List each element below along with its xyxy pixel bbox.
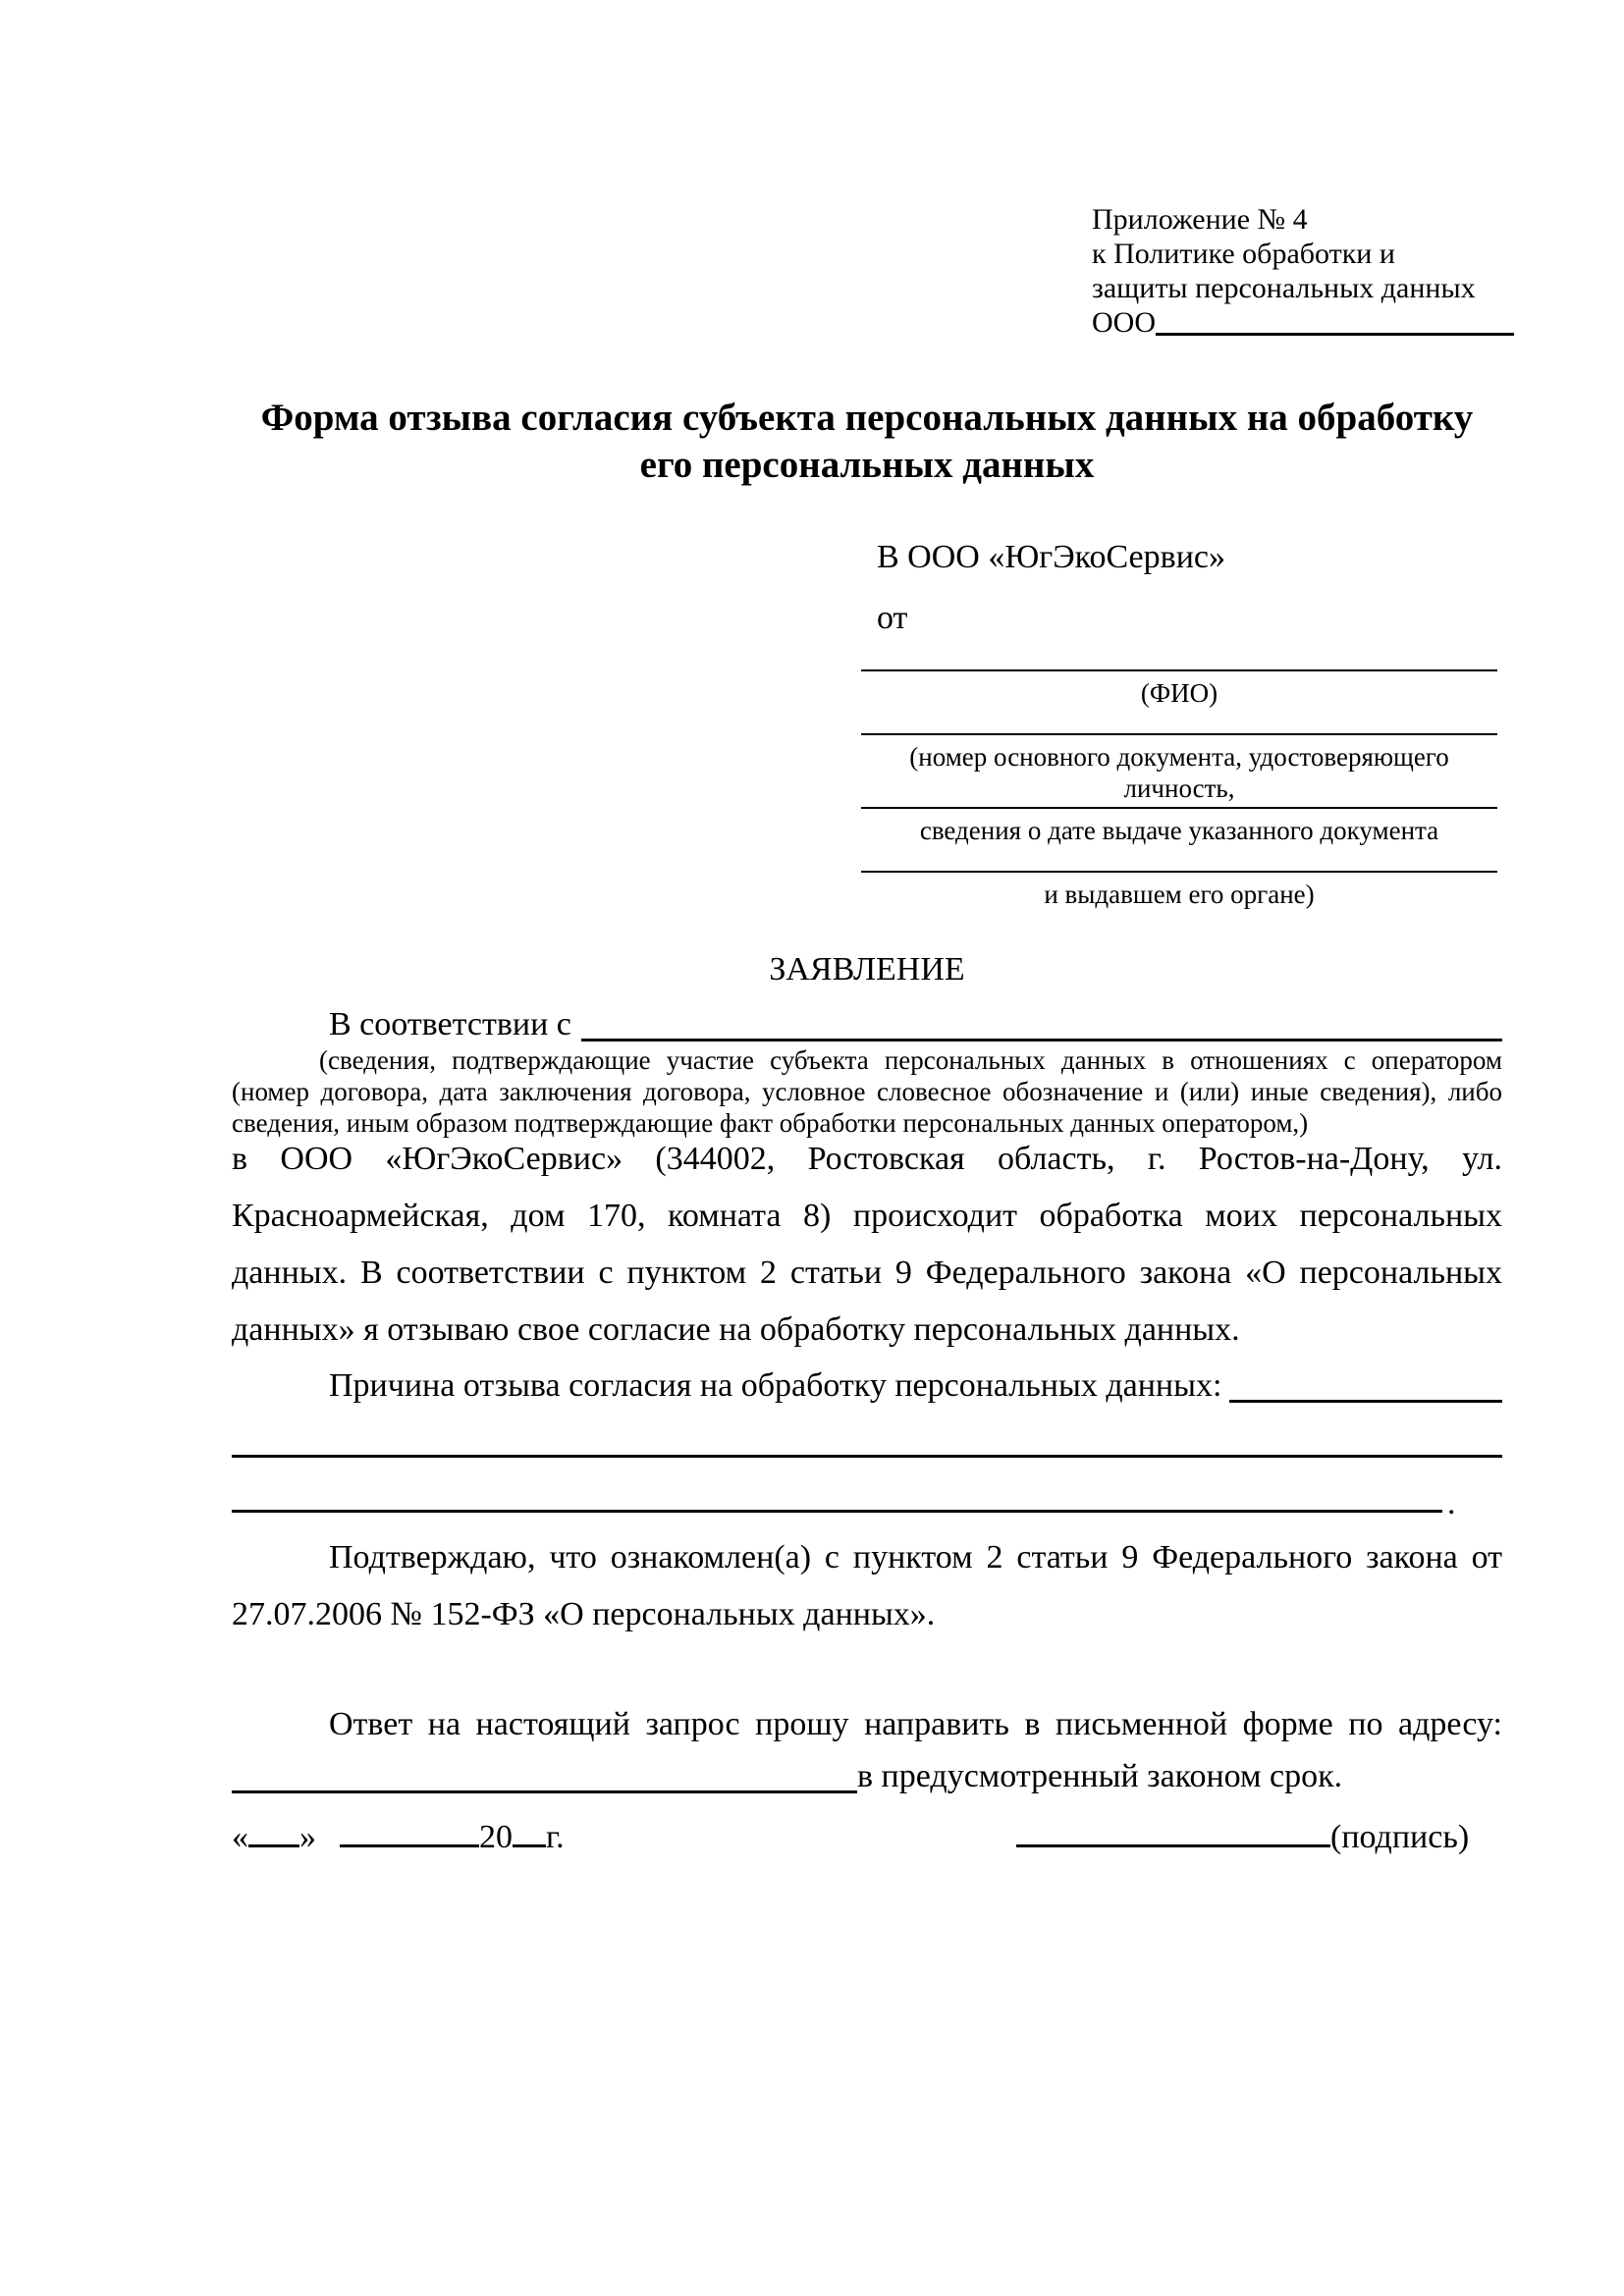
accordance-row: [232, 1003, 1502, 1046]
fio-caption: (ФИО): [1140, 678, 1218, 708]
document-number-caption: (номер основного документа, удостоверяющего личность,: [909, 742, 1449, 803]
appendix-line-1: Приложение № 4: [1092, 203, 1308, 236]
accordance-blank-line: [581, 1003, 1502, 1041]
appendix-line-2: к Политике обработки и: [1092, 238, 1395, 270]
reply-address-blank-line: [232, 1755, 857, 1793]
signature-caption: (подпись): [1330, 1819, 1470, 1855]
appendix-block: [1092, 202, 1514, 340]
date-year-suffix: г.: [546, 1819, 565, 1855]
reason-row: [232, 1364, 1502, 1408]
accordance-lead: В соответствии с: [329, 1006, 571, 1042]
reason-end-period: .: [1447, 1485, 1456, 1522]
appendix-line-3: защиты персональных данных: [1092, 272, 1476, 304]
date-year-prefix: 20: [479, 1819, 513, 1855]
accordance-note: (сведения, подтверждающие участие субъекта персональных данных в отношениях с оператором (номер договора, дата заключения договора, условное словесное обозначение и (или) иные сведения), либо сведения, иным образом подтверждающие факт обработки персональных данных оператором,): [232, 1045, 1502, 1138]
issuing-authority-caption: и выдавшем его органе): [1044, 880, 1315, 909]
issue-date-caption: сведения о дате выдаче указанного документа: [919, 816, 1439, 845]
reason-blank-line: [1229, 1364, 1502, 1403]
body-paragraph: в ООО «ЮгЭкоСервис» (344002, Ростовская область, г. Ростов-на-Дону, ул. Красноармейская, дом 170, комната 8) происходит обработка моих персональных данных. В соответствии с пунктом 2 статьи 9 Федерального закона «О персональных данных» я отзываю свое согласие на обработку персональных данных.: [232, 1141, 1502, 1348]
reason-lead: Причина отзыва согласия на обработку персональных данных:: [329, 1367, 1222, 1404]
fio-blank-line: [861, 669, 1497, 671]
reason-blank-line-3: [232, 1510, 1442, 1513]
appendix-ooo-row: [1092, 305, 1514, 340]
date-year-blank: [513, 1814, 546, 1847]
date-month-blank: [340, 1814, 479, 1847]
date-close-quote: »: [299, 1819, 316, 1855]
appendix-ooo-label: ООО: [1092, 306, 1156, 339]
date-open-quote: «: [232, 1819, 248, 1855]
appendix-ooo-blank-line: [1156, 305, 1514, 336]
issuing-authority-blank-line: [861, 871, 1497, 873]
addressee-from-label: от: [877, 600, 908, 636]
confirmation-paragraph: Подтверждаю, что ознакомлен(а) с пунктом 2 статьи 9 Федерального закона от 27.07.2006 № 152-ФЗ «О персональных данных».: [232, 1539, 1502, 1632]
signature-row: [1016, 1814, 1469, 1859]
issue-date-blank-line: [861, 807, 1497, 809]
reply-row: [232, 1755, 1502, 1798]
reason-blank-line-2: [232, 1455, 1502, 1458]
date-row: [232, 1814, 565, 1859]
reply-lead: Ответ на настоящий запрос прошу направить в письменной форме по адресу:: [329, 1706, 1502, 1742]
addressee-to: В ООО «ЮгЭкоСервис»: [877, 539, 1225, 575]
document-title: Форма отзыва согласия субъекта персональных данных на обработку его персональных данных: [260, 397, 1474, 486]
document-number-blank-line: [861, 733, 1497, 735]
statement-heading: ЗАЯВЛЕНИЕ: [769, 951, 965, 988]
signature-blank-line: [1016, 1814, 1330, 1847]
reply-tail: в предусмотренный законом срок.: [857, 1758, 1343, 1794]
date-day-blank: [248, 1814, 299, 1847]
